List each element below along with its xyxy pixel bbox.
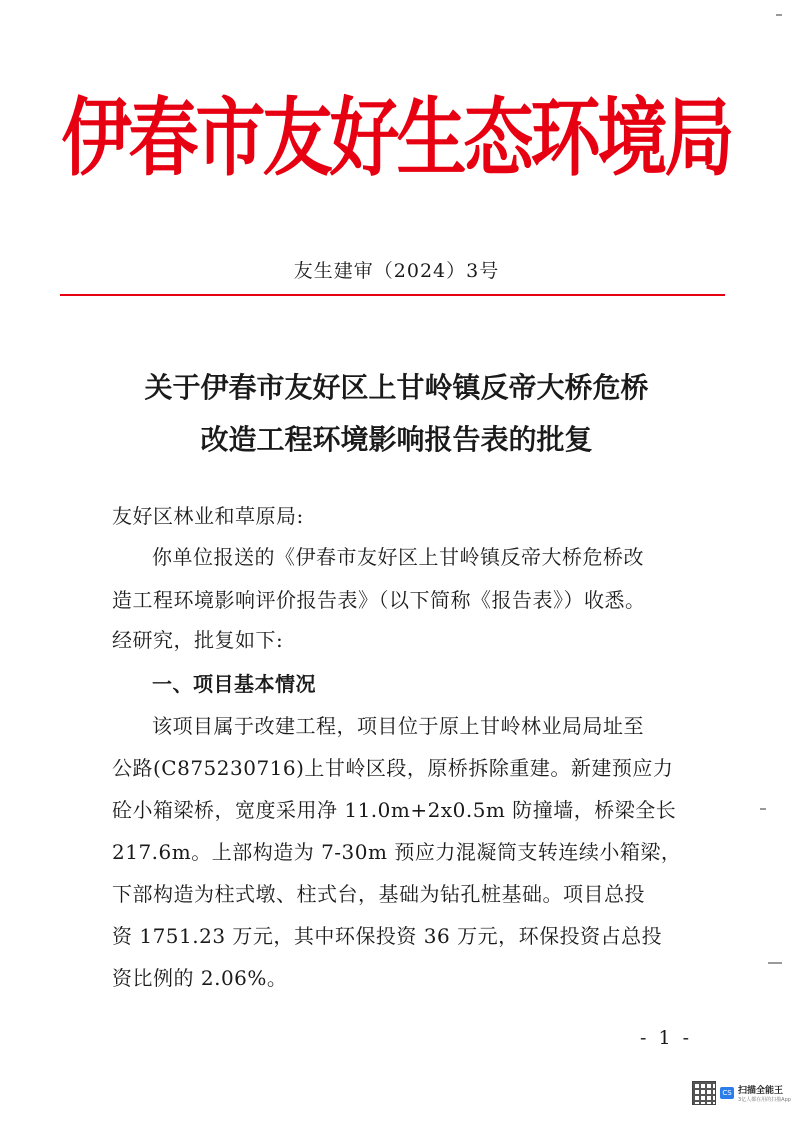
document-title-line-2: 改造工程环境影响报告表的批复: [200, 423, 593, 456]
header-divider: [60, 294, 725, 296]
intro-line: 经研究，批复如下:: [112, 628, 284, 652]
body-paragraph-line: 砼小箱梁桥，宽度采用净 11.0m+2x0.5m 防撞墙，桥梁全长: [112, 798, 677, 822]
scanner-watermark: [692, 1076, 792, 1110]
section-heading: 一、项目基本情况: [152, 672, 316, 696]
qr-code-icon: [692, 1081, 716, 1105]
body-paragraph-line: 下部构造为柱式墩、柱式台，基础为钻孔桩基础。项目总投: [112, 882, 645, 906]
document-number: 友生建审（2024）3号: [293, 260, 500, 282]
scan-artifact: [768, 962, 782, 964]
body-paragraph-line: 资 1751.23 万元，其中环保投资 36 万元，环保投资占总投: [112, 924, 663, 948]
intro-line: 造工程环境影响评价报告表》（以下简称《报告表》）收悉。: [112, 588, 646, 612]
issuer-header: 伊春市友好生态环境局: [61, 87, 732, 189]
recipient-line: 友好区林业和草原局:: [112, 504, 304, 528]
document-title-line-1: 关于伊春市友好区上甘岭镇反帝大桥危桥: [144, 371, 649, 404]
body-paragraph-line: 217.6m。上部构造为 7-30m 预应力混凝筒支转连续小箱梁，: [112, 840, 682, 864]
body-paragraph-line: 该项目属于改建工程，项目位于原上甘岭林业局局址至: [152, 714, 644, 738]
watermark-text: [738, 1083, 791, 1103]
body-paragraph-line: 公路(C875230716)上甘岭区段，原桥拆除重建。新建预应力: [112, 756, 674, 780]
intro-line: 你单位报送的《伊春市友好区上甘岭镇反帝大桥危桥改: [152, 545, 644, 569]
page-number: - 1 -: [640, 1027, 693, 1049]
watermark-app-name: 扫描全能王: [738, 1086, 784, 1096]
scan-artifact: [776, 14, 782, 16]
scanner-app-logo-icon: CS: [720, 1087, 734, 1099]
watermark-tagline: 3亿人都在用的扫描App: [738, 1097, 791, 1103]
scan-artifact: [760, 808, 766, 810]
body-paragraph-line: 资比例的 2.06%。: [112, 966, 288, 990]
